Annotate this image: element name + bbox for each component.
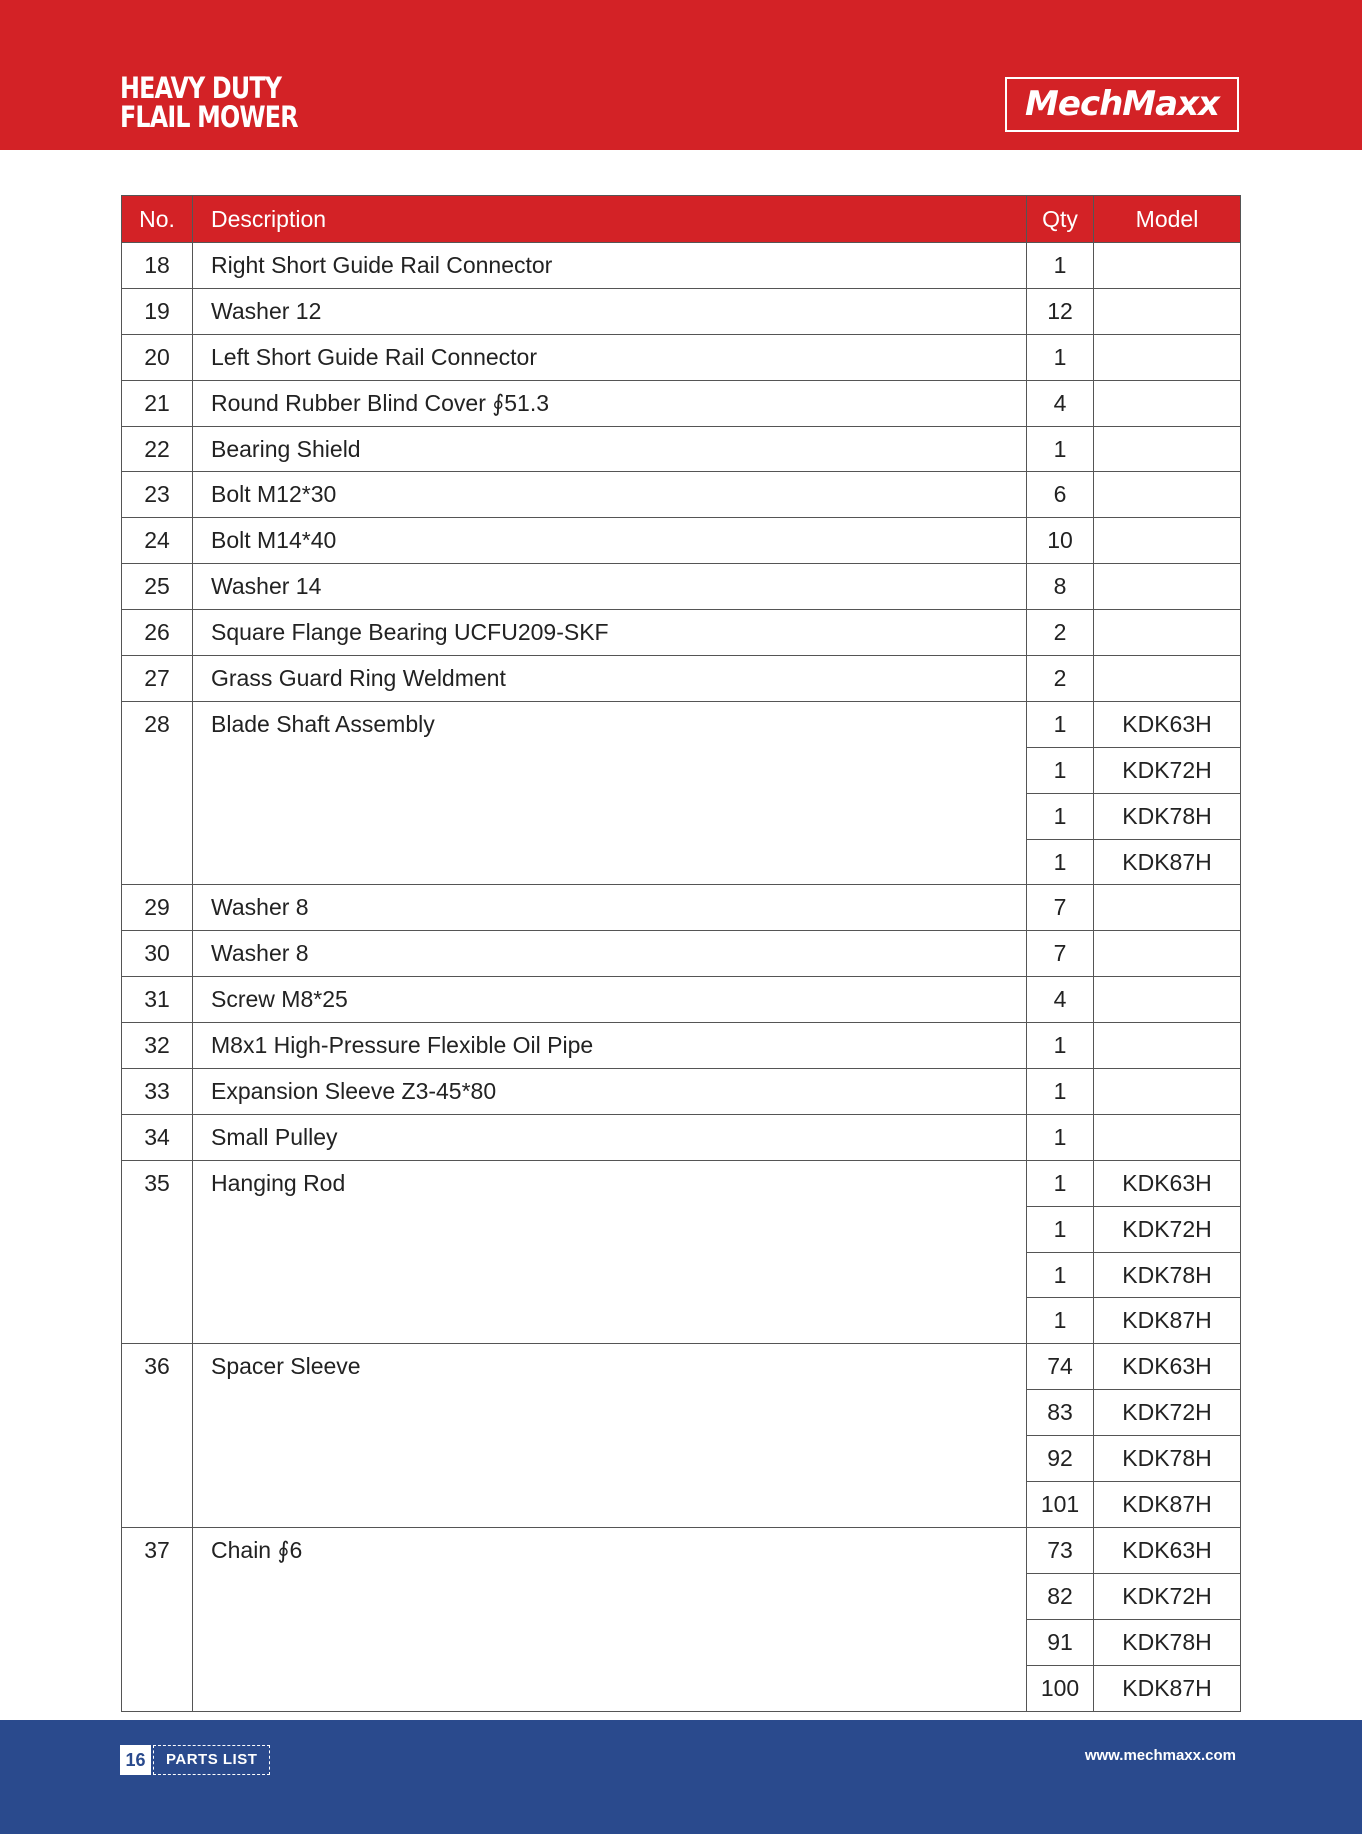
column-header-description: Description [193,196,1027,243]
part-description-cell: Screw M8*25 [193,977,1027,1023]
model-cell: KDK78H [1094,1252,1241,1298]
part-description-cell: Blade Shaft Assembly [193,701,1027,885]
quantity-cell: 1 [1027,1298,1094,1344]
table-row [122,243,1241,289]
model-cell: KDK63H [1094,1344,1241,1390]
quantity-cell: 92 [1027,1436,1094,1482]
part-description-cell: Bearing Shield [193,426,1027,472]
website-link[interactable]: www.mechmaxx.com [1084,1747,1236,1764]
table-row [122,564,1241,610]
part-description-cell: Left Short Guide Rail Connector [193,334,1027,380]
quantity-cell: 1 [1027,1252,1094,1298]
part-description-cell: Expansion Sleeve Z3-45*80 [193,1069,1027,1115]
part-number-cell: 18 [122,243,193,289]
model-cell [1094,518,1241,564]
model-cell: KDK78H [1094,1436,1241,1482]
quantity-cell: 12 [1027,288,1094,334]
table-row [122,1023,1241,1069]
model-cell: KDK78H [1094,793,1241,839]
quantity-cell: 91 [1027,1619,1094,1665]
model-cell [1094,334,1241,380]
part-number-cell: 23 [122,472,193,518]
model-cell [1094,1114,1241,1160]
model-cell: KDK87H [1094,1482,1241,1528]
model-cell: KDK72H [1094,747,1241,793]
model-cell [1094,288,1241,334]
table-header-row [122,196,1241,243]
column-header-model: Model [1094,196,1241,243]
model-cell: KDK63H [1094,701,1241,747]
table-row [122,1160,1241,1206]
model-cell [1094,610,1241,656]
section-label: PARTS LIST [153,1745,270,1775]
model-cell [1094,472,1241,518]
quantity-cell: 101 [1027,1482,1094,1528]
quantity-cell: 8 [1027,564,1094,610]
quantity-cell: 1 [1027,1069,1094,1115]
table-row [122,1527,1241,1573]
part-number-cell: 22 [122,426,193,472]
model-cell: KDK87H [1094,1665,1241,1711]
part-description-cell: Grass Guard Ring Weldment [193,656,1027,702]
parts-table-body [122,243,1241,1712]
table-row [122,288,1241,334]
table-row [122,885,1241,931]
table-row [122,426,1241,472]
page-header [0,0,1362,150]
quantity-cell: 4 [1027,380,1094,426]
part-number-cell: 33 [122,1069,193,1115]
quantity-cell: 1 [1027,1160,1094,1206]
part-number-cell: 20 [122,334,193,380]
part-number-cell: 28 [122,701,193,885]
quantity-cell: 1 [1027,747,1094,793]
model-cell [1094,380,1241,426]
page-number: 16 [120,1745,151,1775]
parts-table [121,195,1241,1712]
model-cell: KDK78H [1094,1619,1241,1665]
quantity-cell: 1 [1027,839,1094,885]
table-row [122,1344,1241,1390]
part-number-cell: 27 [122,656,193,702]
quantity-cell: 2 [1027,656,1094,702]
quantity-cell: 4 [1027,977,1094,1023]
quantity-cell: 100 [1027,1665,1094,1711]
model-cell: KDK63H [1094,1527,1241,1573]
part-description-cell: Washer 12 [193,288,1027,334]
part-description-cell: Hanging Rod [193,1160,1027,1344]
model-cell [1094,977,1241,1023]
model-cell [1094,1023,1241,1069]
part-number-cell: 32 [122,1023,193,1069]
part-number-cell: 29 [122,885,193,931]
quantity-cell: 74 [1027,1344,1094,1390]
part-number-cell: 26 [122,610,193,656]
table-row [122,1069,1241,1115]
model-cell: KDK87H [1094,1298,1241,1344]
part-number-cell: 24 [122,518,193,564]
model-cell [1094,885,1241,931]
quantity-cell: 1 [1027,334,1094,380]
quantity-cell: 1 [1027,1023,1094,1069]
part-description-cell: Round Rubber Blind Cover ∮51.3 [193,380,1027,426]
model-cell [1094,1069,1241,1115]
quantity-cell: 1 [1027,701,1094,747]
table-row [122,334,1241,380]
column-header-no: No. [122,196,193,243]
part-description-cell: Square Flange Bearing UCFU209-SKF [193,610,1027,656]
part-description-cell: Washer 8 [193,931,1027,977]
model-cell: KDK72H [1094,1390,1241,1436]
part-number-cell: 37 [122,1527,193,1711]
table-row [122,1114,1241,1160]
part-number-cell: 31 [122,977,193,1023]
part-description-cell: Washer 8 [193,885,1027,931]
part-description-cell: Right Short Guide Rail Connector [193,243,1027,289]
quantity-cell: 10 [1027,518,1094,564]
quantity-cell: 83 [1027,1390,1094,1436]
part-number-cell: 21 [122,380,193,426]
table-row [122,931,1241,977]
part-description-cell: Small Pulley [193,1114,1027,1160]
part-number-cell: 19 [122,288,193,334]
part-number-cell: 25 [122,564,193,610]
page-footer [0,1720,1362,1834]
table-row [122,380,1241,426]
model-cell: KDK63H [1094,1160,1241,1206]
table-row [122,701,1241,747]
quantity-cell: 1 [1027,1206,1094,1252]
quantity-cell: 1 [1027,793,1094,839]
table-row [122,977,1241,1023]
title-line-2: FLAIL MOWER [120,100,298,134]
part-number-cell: 34 [122,1114,193,1160]
part-description-cell: Bolt M12*30 [193,472,1027,518]
model-cell [1094,656,1241,702]
model-cell [1094,931,1241,977]
part-description-cell: M8x1 High-Pressure Flexible Oil Pipe [193,1023,1027,1069]
quantity-cell: 73 [1027,1527,1094,1573]
model-cell: KDK72H [1094,1573,1241,1619]
quantity-cell: 82 [1027,1573,1094,1619]
model-cell: KDK87H [1094,839,1241,885]
table-row [122,656,1241,702]
title-line-1: HEAVY DUTY [120,71,282,105]
document-title [120,71,298,134]
part-description-cell: Spacer Sleeve [193,1344,1027,1528]
quantity-cell: 6 [1027,472,1094,518]
part-number-cell: 30 [122,931,193,977]
model-cell [1094,243,1241,289]
quantity-cell: 1 [1027,243,1094,289]
model-cell: KDK72H [1094,1206,1241,1252]
part-number-cell: 36 [122,1344,193,1528]
quantity-cell: 1 [1027,426,1094,472]
quantity-cell: 7 [1027,931,1094,977]
quantity-cell: 1 [1027,1114,1094,1160]
part-description-cell: Washer 14 [193,564,1027,610]
model-cell [1094,564,1241,610]
brand-logo: MechMaxx [1005,77,1239,132]
table-row [122,518,1241,564]
quantity-cell: 2 [1027,610,1094,656]
part-description-cell: Bolt M14*40 [193,518,1027,564]
part-description-cell: Chain ∮6 [193,1527,1027,1711]
part-number-cell: 35 [122,1160,193,1344]
model-cell [1094,426,1241,472]
column-header-qty: Qty [1027,196,1094,243]
table-row [122,472,1241,518]
table-row [122,610,1241,656]
quantity-cell: 7 [1027,885,1094,931]
